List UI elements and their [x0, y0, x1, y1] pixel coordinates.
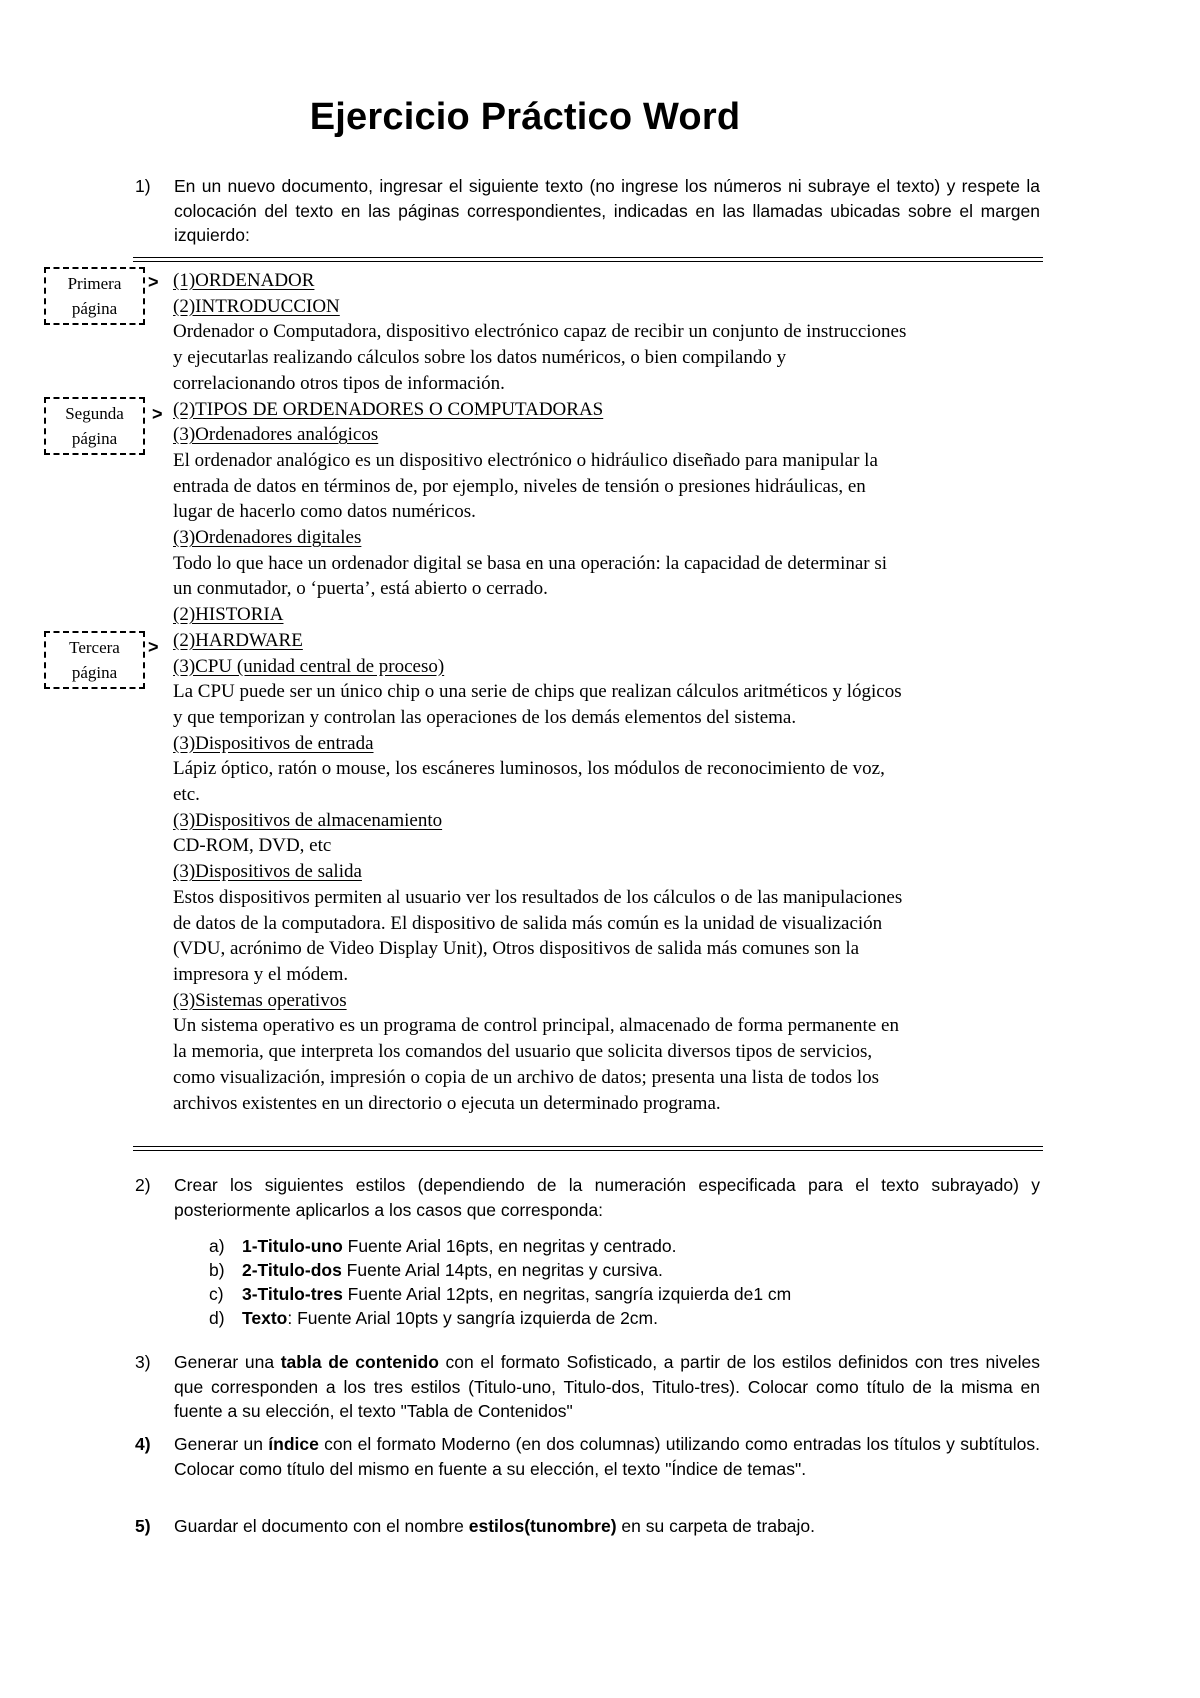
sample-heading-line: (3)Sistemas operativos — [173, 989, 347, 1011]
sample-body-line: de datos de la computadora. El dispositivo de salida más común es la unidad de visualización — [173, 912, 883, 934]
sample-body-line: correlacionando otros tipos de información. — [173, 372, 505, 394]
sample-heading-line: (3)Ordenadores analógicos — [173, 424, 379, 446]
callout-arrow-icon: > — [152, 404, 163, 424]
item-text: En un nuevo documento, ingresar el siguiente texto (no ingrese los números ni subraye el texto) y respete la colocación del texto en las páginas correspondientes, indicadas en las llamadas ubicadas sobre el margen izquierdo: — [174, 176, 1040, 245]
list-text — [242, 1258, 663, 1283]
instruction-item-1 — [135, 174, 1040, 248]
item-text — [174, 1432, 1040, 1481]
sample-heading-line: (2)INTRODUCCION — [173, 295, 340, 317]
callout-label: página — [71, 429, 118, 448]
sample-heading-line: (2)TIPOS DE ORDENADORES O COMPUTADORAS — [173, 398, 604, 420]
sample-heading-line: (3)Dispositivos de entrada — [173, 732, 374, 754]
instruction-item-3 — [135, 1350, 1040, 1424]
sample-body-line: la memoria, que interpreta los comandos del usuario que solicita diversos tipos de servicios, — [173, 1041, 873, 1063]
callout-label: Tercera — [69, 638, 120, 657]
bold-text-run: estilos(tunombre) — [468, 1516, 617, 1536]
sample-heading-line: (2)HISTORIA — [173, 604, 284, 626]
item-text — [174, 1514, 1040, 1539]
list-text — [242, 1306, 658, 1331]
style-list-item — [209, 1306, 1039, 1330]
callout-primera-pagina — [44, 267, 145, 325]
callout-label: Primera — [67, 274, 122, 293]
divider-line — [133, 257, 1043, 258]
style-name: 1-Titulo-uno — [242, 1236, 343, 1256]
list-letter: a) — [209, 1236, 225, 1256]
instruction-item-5 — [135, 1514, 1040, 1539]
callout-tercera-pagina — [44, 631, 145, 689]
text-run: en su carpeta de trabajo. — [616, 1516, 816, 1536]
sample-body-line: Lápiz óptico, ratón o mouse, los escáneres luminosos, los módulos de reconocimiento de voz, — [173, 758, 885, 780]
text-run: Generar un — [174, 1434, 269, 1454]
callout-arrow-icon: > — [148, 637, 159, 657]
callout-segunda-pagina — [44, 397, 145, 455]
sample-body-line: Un sistema operativo es un programa de control principal, almacenado de forma permanente en — [173, 1015, 899, 1037]
sample-body-line: etc. — [173, 784, 200, 806]
bold-text-run: tabla de contenido — [280, 1352, 439, 1372]
callout-arrow-icon: > — [148, 272, 159, 292]
text-run: con el formato Moderno (en dos columnas) utilizando como entradas los títulos y subtítulos. Colocar como título del mismo en fuente a su elección, el texto "Índice de temas". — [174, 1434, 1040, 1479]
instruction-item-4 — [135, 1432, 1040, 1481]
item-text — [174, 1350, 1040, 1424]
divider-line — [133, 1146, 1043, 1147]
list-text — [242, 1282, 791, 1307]
style-name: 2-Titulo-dos — [242, 1260, 342, 1280]
sample-body-line: La CPU puede ser un único chip o una serie de chips que realizan cálculos aritméticos y lógicos — [173, 681, 902, 703]
sample-body-line: un conmutador, o ‘puerta’, está abierto o cerrado. — [173, 578, 548, 600]
sample-heading-line: (3)Dispositivos de salida — [173, 861, 362, 883]
sample-body-line: y que temporizan y controlan las operaciones de los demás elementos del sistema. — [173, 706, 797, 728]
sample-body-line: El ordenador analógico es un dispositivo electrónico o hidráulico diseñado para manipular la — [173, 449, 878, 471]
sample-heading-line: (2)HARDWARE — [173, 629, 303, 651]
text-run: con el formato Sofisticado, a partir de los estilos definidos con tres niveles que corresponden a los tres estilos (Titulo-uno, Titulo-dos, Titulo-tres). Colocar como título de la misma en fuente a su elección, el texto "Tabla de Contenidos" — [174, 1352, 1040, 1421]
item-number: 1) — [135, 176, 151, 196]
sample-text-block — [173, 268, 1043, 1116]
sample-heading-line: (3)CPU (unidad central de proceso) — [173, 655, 445, 677]
item-number: 4) — [135, 1434, 151, 1454]
style-list-item — [209, 1258, 1039, 1282]
callout-label: página — [71, 663, 118, 682]
list-letter: c) — [209, 1284, 224, 1304]
list-letter: b) — [209, 1260, 225, 1280]
item-number: 3) — [135, 1352, 151, 1372]
text-run: Guardar el documento con el nombre — [174, 1516, 469, 1536]
item-text: Crear los siguientes estilos (dependiendo de la numeración especificada para el texto subrayado) y posteriormente aplicarlos a los casos que corresponda: — [174, 1175, 1040, 1220]
style-description: : Fuente Arial 10pts y sangría izquierda de 2cm. — [287, 1308, 658, 1328]
sample-body-line: y ejecutarlas realizando cálculos sobre los datos numéricos, o bien compilando y — [173, 347, 787, 369]
sample-body-line: archivos existentes en un directorio o ejecuta un determinado programa. — [173, 1092, 721, 1114]
sample-body-line: (VDU, acrónimo de Video Display Unit), Otros dispositivos de salida más comunes son la — [173, 938, 860, 960]
text-run: Generar una — [174, 1352, 281, 1372]
sample-body-line: CD-ROM, DVD, etc — [173, 835, 332, 857]
style-description: Fuente Arial 16pts, en negritas y centrado. — [342, 1236, 677, 1256]
style-description: Fuente Arial 14pts, en negritas y cursiva. — [341, 1260, 663, 1280]
callout-label: Segunda — [65, 404, 124, 423]
sample-body-line: Todo lo que hace un ordenador digital se basa en una operación: la capacidad de determinar si — [173, 552, 888, 574]
sample-heading-line: (1)ORDENADOR — [173, 270, 315, 291]
sample-body-line: como visualización, impresión o copia de un archivo de datos; presenta una lista de todos los — [173, 1066, 879, 1088]
divider-line — [133, 261, 1043, 262]
bold-text-run: índice — [268, 1434, 319, 1454]
style-list-item — [209, 1234, 1039, 1258]
document-title: Ejercicio Práctico Word — [309, 96, 741, 138]
sample-heading-line: (3)Dispositivos de almacenamiento — [173, 809, 443, 831]
sample-body-line: Estos dispositivos permiten al usuario ver los resultados de los cálculos o de las manipulaciones — [173, 886, 903, 908]
sample-body-line: impresora y el módem. — [173, 963, 349, 985]
style-description: Fuente Arial 12pts, en negritas, sangría izquierda de1 cm — [342, 1284, 792, 1304]
sample-body-line: entrada de datos en términos de, por ejemplo, niveles de tensión o presiones hidráulicas, en — [173, 475, 866, 497]
style-name: 3-Titulo-tres — [242, 1284, 343, 1304]
sample-body-line: Ordenador o Computadora, dispositivo electrónico capaz de recibir un conjunto de instrucciones — [173, 321, 907, 343]
instruction-item-2 — [135, 1173, 1040, 1222]
style-name: Texto — [242, 1308, 288, 1328]
item-number: 5) — [135, 1516, 151, 1536]
callout-label: página — [71, 299, 118, 318]
item-number: 2) — [135, 1175, 151, 1195]
list-text — [242, 1234, 676, 1259]
style-list — [209, 1234, 1039, 1330]
divider-line — [133, 1150, 1043, 1151]
sample-body-line: lugar de hacerlo como datos numéricos. — [173, 501, 476, 523]
sample-heading-line: (3)Ordenadores digitales — [173, 527, 362, 549]
list-letter: d) — [209, 1308, 225, 1328]
style-list-item — [209, 1282, 1039, 1306]
